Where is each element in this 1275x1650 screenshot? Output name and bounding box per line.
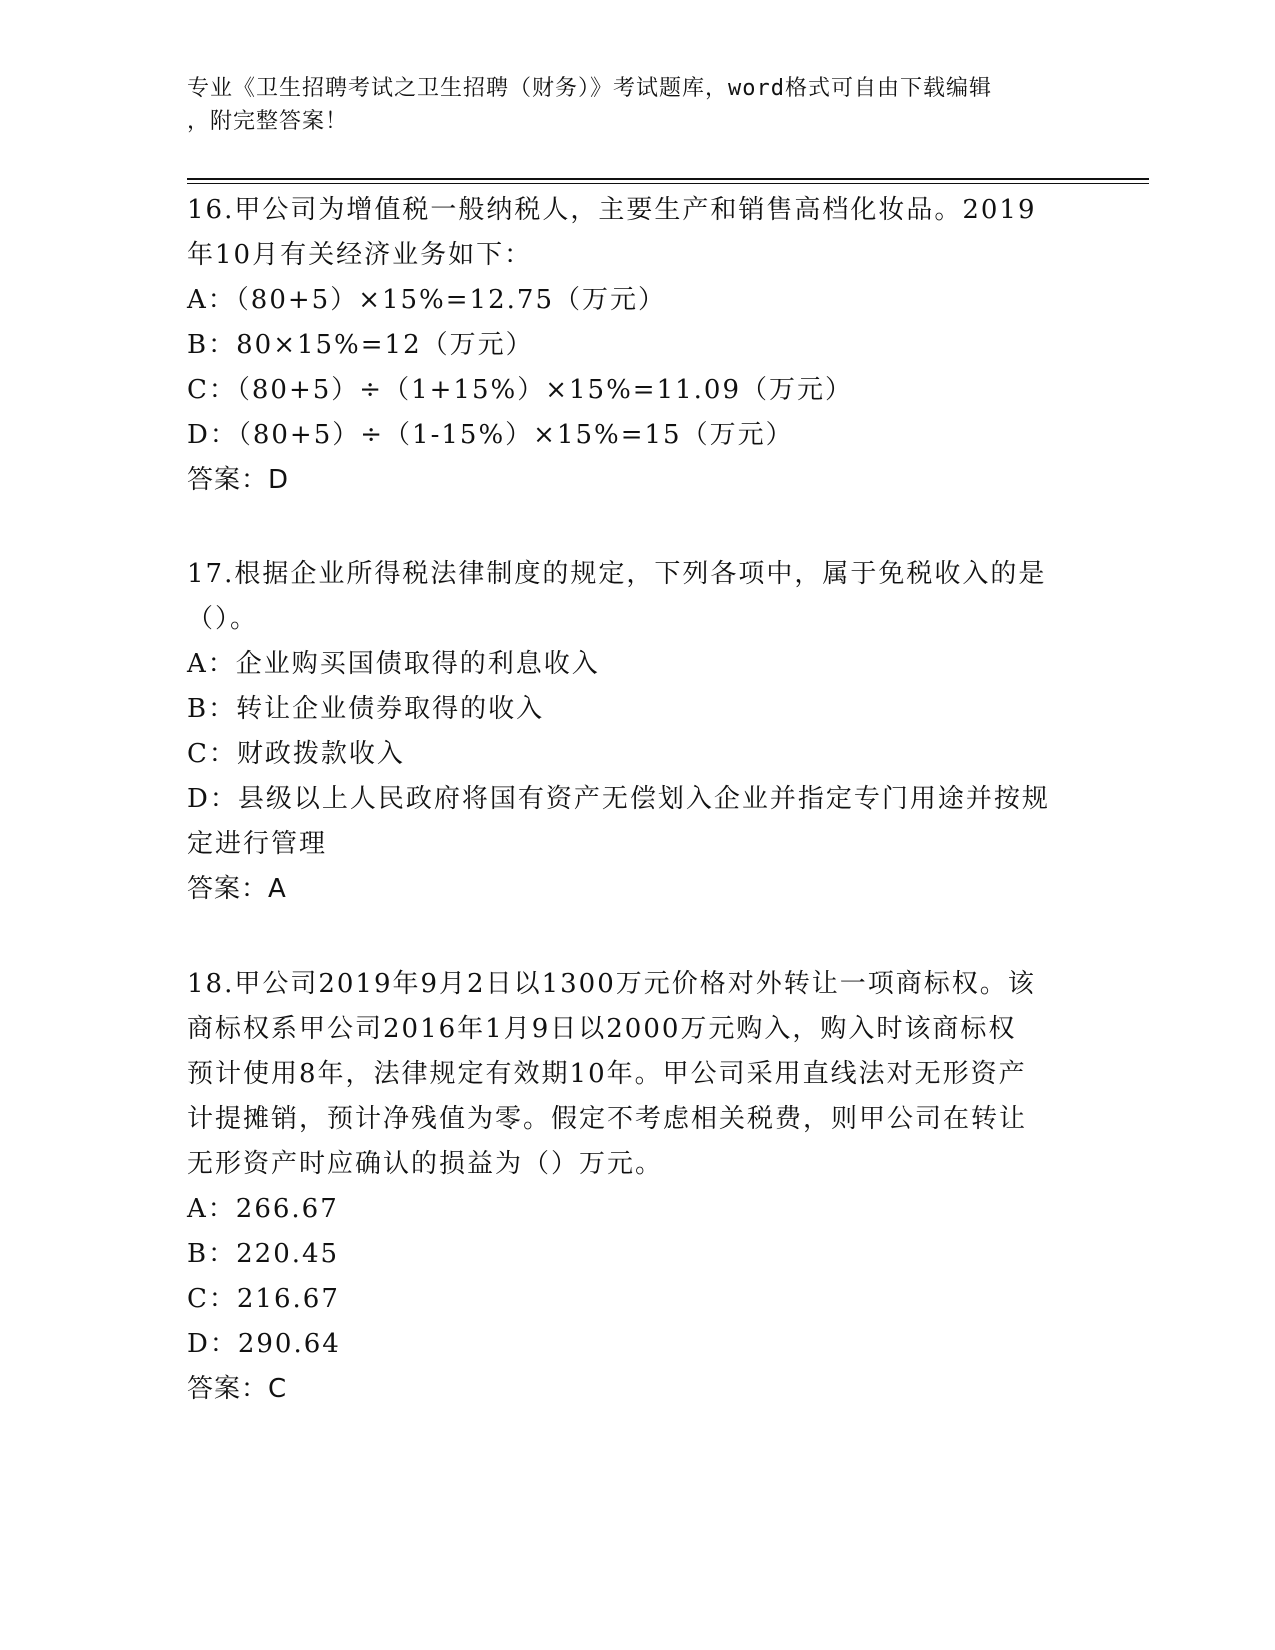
- question-stem-line: 年10月有关经济业务如下：: [187, 240, 533, 270]
- option-a: A：266.67: [187, 1194, 339, 1224]
- option-a: A：（80+5）×15%=12.75（万元）: [187, 285, 666, 315]
- question-17: [187, 552, 1077, 912]
- question-18: [187, 962, 1077, 1412]
- option-c: C：（80+5）÷（1+15%）×15%=11.09（万元）: [187, 375, 853, 405]
- option-a: A：企业购买国债取得的利息收入: [187, 649, 600, 679]
- header-divider-thin: [187, 183, 1149, 184]
- answer-label: 答案：A: [187, 874, 287, 904]
- question-stem-line: 预计使用8年，法律规定有效期10年。甲公司采用直线法对无形资产: [187, 1059, 1027, 1089]
- question-stem-line: 17.根据企业所得税法律制度的规定，下列各项中，属于免税收入的是: [187, 559, 1047, 589]
- option-d-continued: 定进行管理: [187, 829, 328, 859]
- question-stem-line: （）。: [187, 604, 259, 634]
- header-line-2: ，附完整答案！: [187, 109, 349, 134]
- question-16: [187, 188, 1077, 503]
- header-line-1: 专业《卫生招聘考试之卫生招聘（财务）》考试题库，word格式可自由下载编辑: [187, 76, 992, 101]
- answer-label: 答案：D: [187, 465, 290, 495]
- option-c: C：216.67: [187, 1284, 340, 1314]
- header-divider-thick: [187, 178, 1149, 180]
- question-stem-line: 无形资产时应确认的损益为（）万元。: [187, 1149, 664, 1179]
- document-header: [187, 72, 1087, 138]
- option-b: B：220.45: [187, 1239, 340, 1269]
- option-d: D：290.64: [187, 1329, 341, 1359]
- question-stem-line: 16.甲公司为增值税一般纳税人，主要生产和销售高档化妆品。2019: [187, 195, 1037, 225]
- option-d: D：（80+5）÷（1-15%）×15%=15（万元）: [187, 420, 794, 450]
- question-stem-line: 18.甲公司2019年9月2日以1300万元价格对外转让一项商标权。该: [187, 969, 1036, 999]
- answer-label: 答案：C: [187, 1374, 288, 1404]
- option-d: D：县级以上人民政府将国有资产无偿划入企业并指定专门用途并按规: [187, 784, 1050, 814]
- option-b: B：转让企业债券取得的收入: [187, 694, 545, 724]
- option-c: C：财政拨款收入: [187, 739, 405, 769]
- option-b: B：80×15%=12（万元）: [187, 330, 534, 360]
- question-stem-line: 计提摊销，预计净残值为零。假定不考虑相关税费，则甲公司在转让: [187, 1104, 1028, 1134]
- question-stem-line: 商标权系甲公司2016年1月9日以2000万元购入，购入时该商标权: [187, 1014, 1017, 1044]
